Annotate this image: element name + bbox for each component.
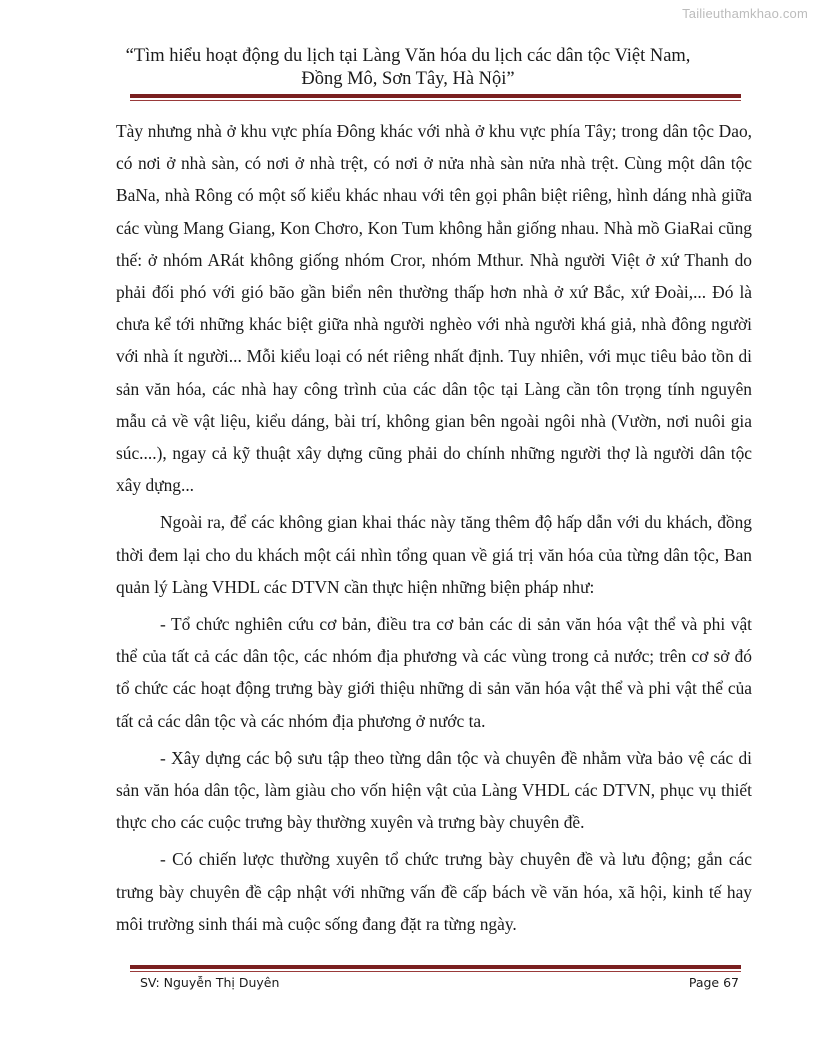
- paragraph: Tày nhưng nhà ở khu vực phía Đông khác với nhà ở khu vực phía Tây; trong dân tộc Dao, có nơi ở nhà sàn, có nơi ở nhà trệt, có nơi ở nửa nhà sàn nửa nhà trệt. Cùng một dân tộc BaNa, nhà Rông có một số kiểu khác nhau với tên gọi phân biệt riêng, hình dáng nhà giữa các vùng Mang Giang, Kon Chơro, Kon Tum không hẳn giống nhau. Nhà mồ GiaRai cũng thế: ở nhóm ARát không giống nhóm Cror, nhóm Mthur. Nhà người Việt ở xứ Thanh do phải đối phó với gió bão gần biển nên thường thấp hơn nhà ở xứ Bắc, xứ Đoài,... Đó là chưa kể tới những khác biệt giữa nhà người nghèo với nhà người khá giả, nhà đông người với nhà ít người... Mỗi kiểu loại có nét riêng nhất định. Tuy nhiên, với mục tiêu bảo tồn di sản văn hóa, các nhà hay công trình của các dân tộc tại Làng cần tôn trọng tính nguyên mẫu cả về vật liệu, kiểu dáng, bài trí, không gian bên ngoài ngôi nhà (Vườn, nơi nuôi gia súc....), ngay cả kỹ thuật xây dựng cũng phải do chính những người thợ là người dân tộc xây dựng...: [116, 121, 752, 496]
- footer-page-number: Page 67: [688, 975, 739, 990]
- body-text: [116, 115, 752, 940]
- header-divider-thick: [130, 94, 741, 98]
- page-header-title: [110, 45, 706, 91]
- footer-divider-thick: [130, 965, 741, 969]
- paragraph: - Tổ chức nghiên cứu cơ bản, điều tra cơ bản các di sản văn hóa vật thể và phi vật thể của tất cả các dân tộc, các nhóm địa phương và các vùng trong cả nước; trên cơ sở đó tổ chức các hoạt động trưng bày giới thiệu những di sản văn hóa vật thể và phi vật thể của tất cả các dân tộc và các nhóm địa phương ở nước ta.: [116, 614, 752, 731]
- footer-divider-thin: [130, 971, 741, 972]
- footer-student-name: SV: Nguyễn Thị Duyên: [140, 975, 280, 990]
- header-title-line-2: Đồng Mô, Sơn Tây, Hà Nội”: [301, 69, 515, 89]
- watermark: Tailieuthamkhao.com: [682, 6, 808, 21]
- paragraph: Ngoài ra, để các không gian khai thác này tăng thêm độ hấp dẫn với du khách, đồng thời đem lại cho du khách một cái nhìn tổng quan về giá trị văn hóa của từng dân tộc, Ban quản lý Làng VHDL các DTVN cần thực hiện những biện pháp như:: [116, 512, 752, 597]
- header-divider-thin: [130, 100, 741, 101]
- paragraph: - Xây dựng các bộ sưu tập theo từng dân tộc và chuyên đề nhằm vừa bảo vệ các di sản văn hóa dân tộc, làm giàu cho vốn hiện vật của Làng VHDL các DTVN, phục vụ thiết thực cho các cuộc trưng bày thường xuyên và trưng bày chuyên đề.: [116, 747, 752, 833]
- paragraph: - Có chiến lược thường xuyên tổ chức trưng bày chuyên đề và lưu động; gắn các trưng bày chuyên đề cập nhật với những vấn đề cấp bách về văn hóa, xã hội, kinh tế hay môi trường sinh thái mà cuộc sống đang đặt ra từng ngày.: [116, 849, 752, 934]
- header-title-line-1: “Tìm hiểu hoạt động du lịch tại Làng Văn hóa du lịch các dân tộc Việt Nam,: [125, 46, 691, 66]
